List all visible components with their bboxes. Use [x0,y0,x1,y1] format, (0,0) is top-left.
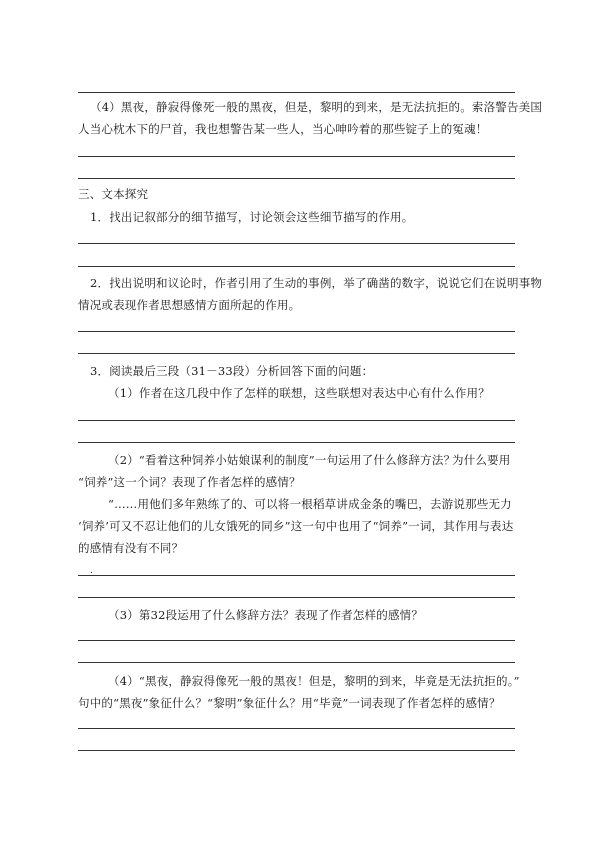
answer-line [78,266,515,267]
answer-line [78,662,515,663]
question-text: 1．找出记叙部分的细节描写，讨论领会这些细节描写的作用。 [90,210,414,224]
question-text: 句中的“黑夜”象征什么？“黎明”象征什么？用“毕竟”一词表现了作者怎样的感情？ [78,696,501,710]
answer-line [78,331,515,332]
answer-line [78,575,515,576]
answer-line [78,92,515,93]
section-title: 三、文本探究 [78,187,149,201]
question-text: 3．阅读最后三段（31－33段）分析回答下面的问题： [90,364,374,378]
question-text: 情况或表现作者思想感情方面所起的作用。 [78,298,301,312]
question-text: ‘饲养’可又不忍让他们的儿女饿死的同乡”这一句中也用了“饲养”一词，其作用与表达 [78,519,514,533]
question-text: 为什么要用 [452,453,511,467]
answer-line [78,750,515,751]
answer-line [78,353,515,354]
answer-line [78,597,515,598]
question-text: （4）黑夜，静寂得像死一般的黑夜，但是，黎明的到来，是无法抗拒的。索洛警告美国 [90,100,543,114]
answer-line [78,178,515,179]
answer-line [78,442,515,443]
question-text: 的感情有没有不同？ [78,541,184,555]
question-text: （1）作者在这几段中作了怎样的联想，这些联想对表达中心有什么作用？ [108,386,490,400]
answer-line [78,420,515,421]
question-text: “……用他们多年熟练了的、可以将一根稻草讲成金条的嘴巴，去游说那些无力 [108,497,512,511]
answer-line [78,156,515,157]
question-text: （2）“看着这种饲养小姑娘谋利的制度”一句运用了什么修辞方法？ [108,453,456,467]
question-text: （3）第32段运用了什么修辞方法？表现了作者怎样的感情？ [108,608,424,622]
answer-line [78,243,515,244]
answer-line [78,640,515,641]
question-text: “饲养”这一个词？表现了作者怎样的感情？ [78,475,301,489]
stray-mark: . [90,566,93,576]
answer-line [78,728,515,729]
question-text: 2．找出说明和议论时，作者引用了生动的事例，举了确凿的数字，说说它们在说明事物 [90,276,543,290]
question-text: 人当心枕木下的尸首，我也想警告某一些人，当心呻吟着的那些锭子上的冤魂！ [78,122,488,136]
question-text: （4）“黑夜，静寂得像死一般的黑夜！但是，黎明的到来，毕竟是无法抗拒的。” [108,674,520,688]
